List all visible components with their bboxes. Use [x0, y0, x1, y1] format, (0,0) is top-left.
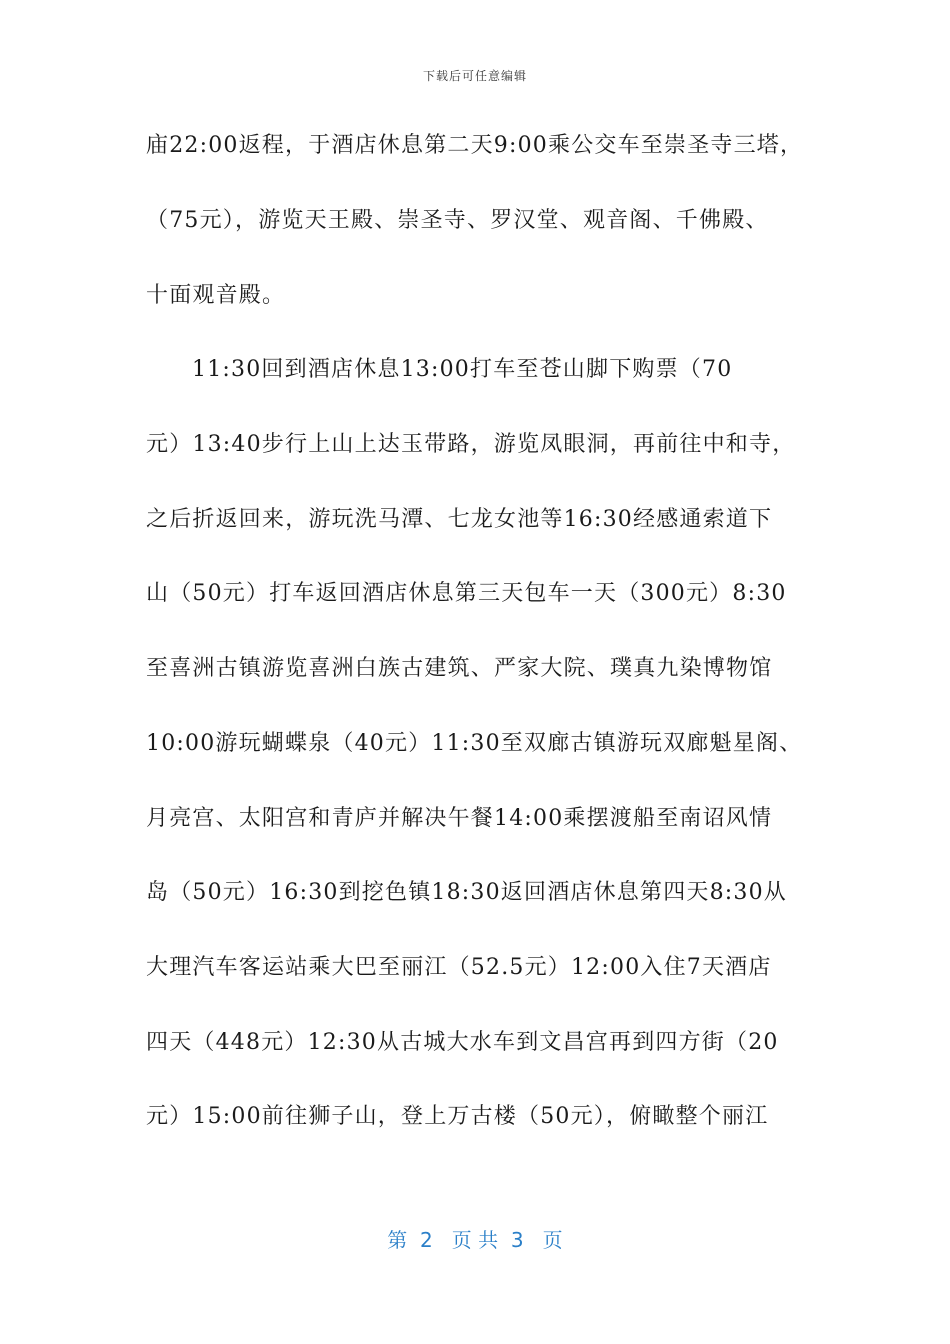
- body-line-8: 至喜洲古镇游览喜洲白族古建筑、严家大院、璞真九染博物馆: [146, 656, 773, 681]
- body-line-6: 之后折返回来，游玩洗马潭、七龙女池等16:30经感通索道下: [146, 507, 773, 532]
- body-line-5: 元）13:40步行上山上达玉带路，游览凤眼洞，再前往中和寺，: [146, 432, 796, 457]
- body-line-14: 元）15:00前往狮子山，登上万古楼（50元），俯瞰整个丽江: [146, 1104, 769, 1129]
- body-line-13: 四天（448元）12:30从古城大水车到文昌宫再到四方街（20: [146, 1030, 779, 1055]
- body-line-3: 十面观音殿。: [146, 283, 286, 308]
- body-line-11: 岛（50元）16:30到挖色镇18:30返回酒店休息第四天8:30从: [146, 880, 787, 905]
- body-line-10: 月亮宫、太阳宫和青庐并解决午餐14:00乘摆渡船至南诏风情: [146, 806, 773, 831]
- header-note: 下载后可任意编辑: [422, 69, 527, 83]
- body-line-9: 10:00游玩蝴蝶泉（40元）11:30至双廊古镇游玩双廊魁星阁、: [146, 731, 803, 756]
- body-line-7: 山（50元）打车返回酒店休息第三天包车一天（300元）8:30: [146, 581, 787, 606]
- body-line-2: （75元），游览天王殿、崇圣寺、罗汉堂、观音阁、千佛殿、: [146, 208, 769, 233]
- body-line-1: 庙22:00返程，于酒店休息第二天9:00乘公交车至崇圣寺三塔，: [146, 133, 804, 158]
- body-line-4: 11:30回到酒店休息13:00打车至苍山脚下购票（70: [192, 357, 733, 382]
- page-number-footer: 第 2 页 共 3 页: [387, 1228, 563, 1252]
- body-line-12: 大理汽车客运站乘大巴至丽江（52.5元）12:00入住7天酒店: [146, 955, 772, 980]
